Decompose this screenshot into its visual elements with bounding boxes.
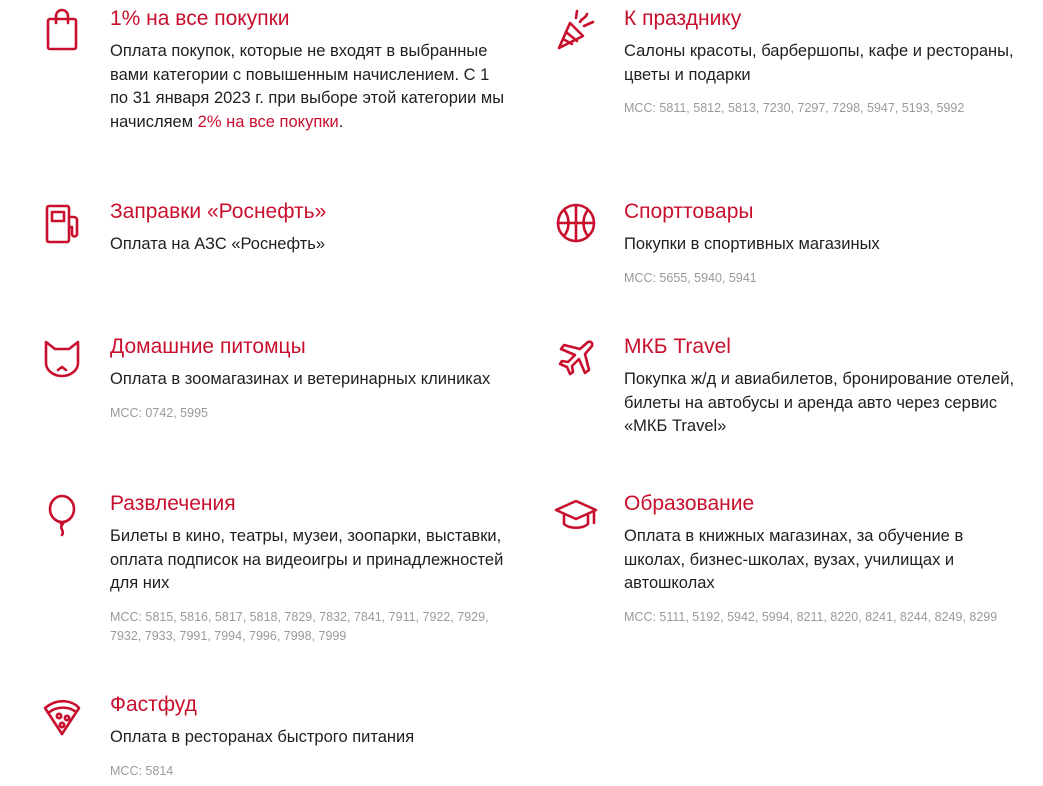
- category-title: Заправки «Роснефть»: [110, 200, 327, 223]
- graduation-cap-icon: [554, 493, 598, 537]
- category-travel: [624, 334, 1024, 439]
- category-title: Фастфуд: [110, 693, 197, 716]
- shopping-bag-icon: [40, 8, 84, 52]
- fuel-pump-icon: [40, 201, 84, 245]
- category-entertainment: [110, 491, 510, 646]
- category-fuel: [110, 199, 510, 257]
- category-description: Покупка ж/д и авиабилетов, бронирование отелей, билеты на автобусы и аренда авто через сервис «МКБ Travel»: [624, 370, 1015, 435]
- cat-icon: [40, 336, 84, 380]
- category-title: Спорттовары: [624, 200, 754, 223]
- category-title: Развлечения: [110, 492, 236, 515]
- balloon-icon: [40, 493, 84, 537]
- highlight-link[interactable]: 2% на все покупки: [197, 112, 339, 131]
- basketball-icon: [554, 201, 598, 245]
- category-description: Оплата в ресторанах быстрого питания: [110, 728, 415, 746]
- category-education: [624, 491, 1014, 627]
- category-holiday: [624, 6, 1024, 118]
- category-title: 1% на все покупки: [110, 7, 290, 30]
- category-title: МКБ Travel: [624, 335, 731, 358]
- category-description: Покупки в спортивных магазиных: [624, 235, 880, 253]
- airplane-icon: [554, 336, 598, 380]
- mcc-codes: МСС: 5655, 5940, 5941: [624, 270, 757, 285]
- mcc-codes: МСС: 5111, 5192, 5942, 5994, 8211, 8220, 8241, 8244, 8249, 8299: [624, 609, 998, 624]
- category-description: Оплата на АЗС «Роснефть»: [110, 235, 326, 253]
- pizza-slice-icon: [40, 694, 84, 738]
- category-pets: [110, 334, 510, 423]
- mcc-codes: МСС: 5814: [110, 763, 174, 778]
- party-popper-icon: [554, 8, 598, 52]
- category-description: Оплата в книжных магазинах, за обучение в школах, бизнес-школах, вузах, училищах и автошколах: [624, 527, 964, 592]
- category-fastfood: [110, 692, 510, 781]
- category-description: Салоны красоты, барбершопы, кафе и рестораны, цветы и подарки: [624, 42, 1014, 84]
- category-description: Оплата покупок, которые не входят в выбранные вами категории с повышенным начислением. С 1 по 31 января 2023 г. при выборе этой категории мы начисляем 2% на все покупки.: [110, 42, 505, 131]
- category-sport: [624, 199, 1024, 288]
- mcc-codes: МСС: 5811, 5812, 5813, 7230, 7297, 7298, 5947, 5193, 5992: [624, 101, 965, 115]
- category-description: Оплата в зоомагазинах и ветеринарных клиниках: [110, 370, 491, 388]
- category-title: К празднику: [624, 7, 742, 30]
- mcc-codes: МСС: 0742, 5995: [110, 405, 208, 420]
- category-title: Домашние питомцы: [110, 335, 306, 358]
- category-description: Билеты в кино, театры, музеи, зоопарки, выставки, оплата подписок на видеоигры и принадлежностей для них: [110, 527, 504, 592]
- mcc-codes: МСС: 5815, 5816, 5817, 5818, 7829, 7832, 7841, 7911, 7922, 7929, 7932, 7933, 7991, 7994, 7996, 7998, 7999: [110, 609, 489, 643]
- category-all-purchases: [110, 6, 510, 134]
- category-title: Образование: [624, 492, 755, 515]
